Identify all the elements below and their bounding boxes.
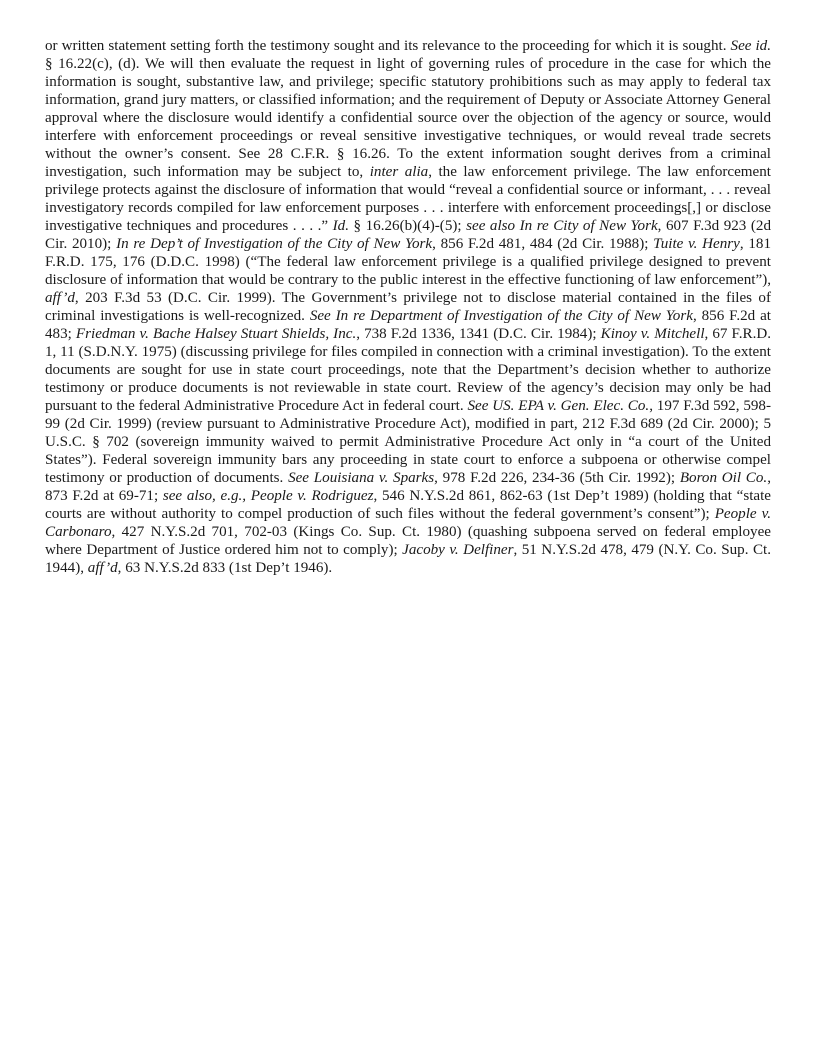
italic-citation-segment: aff’d (87, 560, 118, 576)
italic-citation-segment: Tuite v. Henry (653, 236, 740, 252)
italic-citation-segment: People v. Carbonaro (45, 506, 771, 540)
italic-citation-segment: see also, e.g., People v. Rodriguez (162, 488, 374, 504)
italic-citation-segment: Boron Oil Co. (679, 470, 768, 486)
italic-citation-segment: See In re Department of Investigation of the City of New York (309, 308, 693, 324)
text-segment: , 181 F.R.D. 175, 176 (D.D.C. 1998) (“The federal law enforcement privilege is a qualified privilege designed to prevent disclosure of information that would be contrary to the public interest in the effective functioning of law enforcement”), (45, 236, 771, 288)
text-segment: , the law enforcement privilege. The law enforcement privilege protects against the disclosure of information that would “reveal a confidential source or informant, . . . reveal investigatory records compiled for law enforcement purposes . . . interfere with enforcement proceedings[,] or disclose investigative techniques and procedures . . . .” (45, 164, 771, 234)
document-page (45, 37, 771, 577)
italic-citation-segment: aff’d (45, 290, 75, 306)
italic-citation-segment: Jacoby v. Delfiner (402, 542, 514, 558)
italic-citation-segment: Friedman v. Bache Halsey Stuart Shields, Inc. (75, 326, 357, 342)
text-segment: , 738 F.2d 1336, 1341 (D.C. Cir. 1984); (356, 326, 601, 342)
text-segment: , 546 N.Y.S.2d 861, 862-63 (1st Dep’t 1989) (holding that “state courts are without authority to compel production of such files without the federal government’s consent”); (45, 488, 771, 522)
italic-citation-segment: In re Dep’t of Investigation of the City of New York (116, 236, 433, 252)
text-segment: , 978 F.2d 226, 234-36 (5th Cir. 1992); (434, 470, 680, 486)
text-segment: , 51 N.Y.S.2d 478, 479 (N.Y. Co. Sup. Ct. 1944), (45, 542, 771, 576)
italic-citation-segment: Id. (332, 218, 350, 234)
text-segment: , 873 F.2d at 69-71; (45, 470, 771, 504)
text-segment: , 63 N.Y.S.2d 833 (1st Dep’t 1946). (117, 560, 333, 576)
body-paragraph (45, 37, 771, 577)
text-segment: , 67 F.R.D. 1, 11 (S.D.N.Y. 1975) (discussing privilege for files compiled in connection with a criminal investigation). To the extent documents are sought for use in state court proceedings, note that the Department’s decision whether to authorize testimony or produce documents is not reviewable in state court. Review of the agency’s decision may only be had pursuant to the federal Administrative Procedure Act in federal court. (45, 326, 772, 414)
text-segment: or written statement setting forth the testimony sought and its relevance to the proceeding for which it is sought. (45, 38, 731, 54)
text-segment: § 16.22(c), (d). We will then evaluate the request in light of governing rules of procedure in the case for which the information is sought, substantive law, and privilege; specific statutory prohibitions such as may apply to federal tax information, grand jury matters, or classified information; and the requirement of Deputy or Associate Attorney General approval where the disclosure would identify a confidential source over the objection of the agency or source, would interfere with enforcement proceedings or reveal sensitive investigative techniques, or would reveal trade secrets without the owner’s consent. See 28 C.F.R. § 16.26. To the extent information sought derives from a criminal investigation, such information may be subject to, (45, 56, 771, 180)
italic-citation-segment: See US. EPA v. Gen. Elec. Co. (467, 398, 650, 414)
italic-citation-segment: Kinoy v. Mitchell (600, 326, 705, 342)
text-segment: , 856 F.2d at 483; (45, 308, 771, 342)
italic-citation-segment: See id. (730, 38, 771, 54)
text-segment: , 607 F.3d 923 (2d Cir. 2010); (45, 218, 771, 252)
italic-citation-segment: see also In re City of New York (466, 218, 658, 234)
text-segment: , 203 F.3d 53 (D.C. Cir. 1999). The Government’s privilege not to disclose material contained in the files of criminal investigations is well-recognized. (45, 290, 771, 324)
text-segment: , 427 N.Y.S.2d 701, 702-03 (Kings Co. Sup. Ct. 1980) (quashing subpoena served on federal employee where Department of Justice ordered him not to comply); (45, 524, 771, 558)
italic-citation-segment: inter alia (369, 164, 429, 180)
italic-citation-segment: See Louisiana v. Sparks (288, 470, 435, 486)
text-segment: , 856 F.2d 481, 484 (2d Cir. 1988); (432, 236, 654, 252)
text-segment: , 197 F.3d 592, 598-99 (2d Cir. 1999) (review pursuant to Administrative Procedure Act), modified in part, 212 F.3d 689 (2d Cir. 2000); 5 U.S.C. § 702 (sovereign immunity waived to permit Administrative Procedure Act only in “a court of the United States”). Federal sovereign immunity bars any proceeding in state court to enforce a subpoena or otherwise compel testimony or production of documents. (45, 398, 771, 486)
text-segment: § 16.26(b)(4)-(5); (349, 218, 467, 234)
